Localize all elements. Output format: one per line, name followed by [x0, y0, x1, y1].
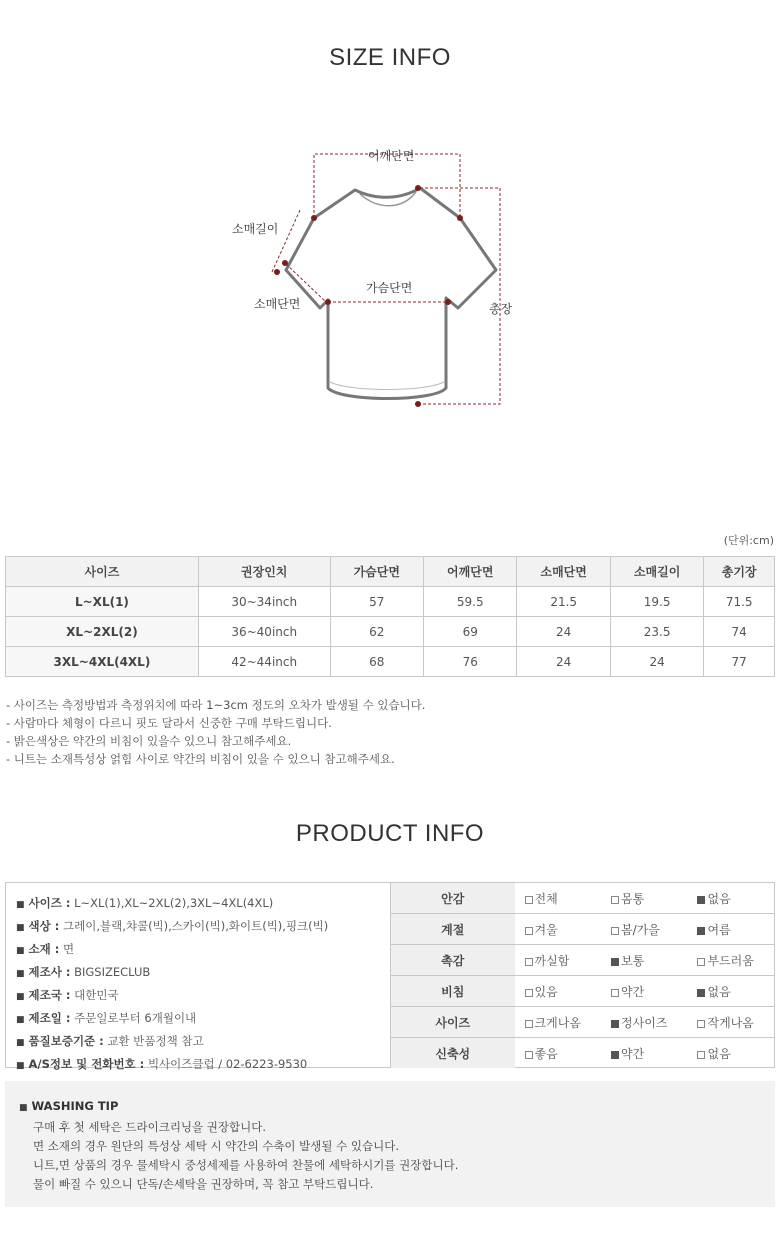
tshirt-measurement-diagram — [200, 130, 580, 430]
unchecked-box-icon — [697, 1020, 705, 1028]
header-cell: 사이즈 — [6, 557, 199, 587]
feel-option-label: 작게나옴 — [707, 1015, 754, 1030]
feel-option-label: 정사이즈 — [621, 1015, 668, 1030]
table-cell: 24 — [610, 647, 703, 677]
unchecked-box-icon — [611, 927, 619, 935]
unchecked-box-icon — [697, 1051, 705, 1059]
measure-point — [311, 215, 317, 221]
feel-option-label: 크게나옴 — [534, 1015, 581, 1030]
table-row — [6, 587, 775, 617]
feel-option — [515, 976, 601, 1007]
shoulder-label: 어깨단면 — [368, 149, 415, 163]
feel-option — [687, 883, 774, 914]
square-bullet-icon: ■ — [16, 900, 25, 910]
header-cell: 권장인치 — [198, 557, 330, 587]
note-line: - 밝은색상은 약간의 비침이 있을수 있으니 참고해주세요. — [6, 734, 292, 748]
spec-row — [16, 1054, 390, 1077]
header-cell: 소매단면 — [517, 557, 610, 587]
unchecked-box-icon — [525, 927, 533, 935]
feel-option-label: 있음 — [534, 984, 558, 999]
feel-option-label: 약간 — [621, 1046, 645, 1061]
spec-row — [16, 916, 390, 939]
header-cell: 어깨단면 — [424, 557, 517, 587]
size-info-title: SIZE INFO — [329, 44, 451, 71]
feel-option — [687, 914, 774, 945]
feel-option — [687, 1038, 774, 1069]
spec-value: 주문일로부터 6개월이내 — [74, 1011, 197, 1025]
table-cell: 74 — [704, 617, 775, 647]
feel-option — [515, 1007, 601, 1038]
checked-box-icon — [611, 1020, 619, 1028]
feel-option-label: 여름 — [707, 922, 731, 937]
measure-point — [415, 185, 421, 191]
header-cell: 가슴단면 — [330, 557, 423, 587]
table-cell: 68 — [330, 647, 423, 677]
square-bullet-icon: ■ — [16, 992, 25, 1002]
size-table — [5, 556, 775, 677]
feel-row — [391, 1038, 774, 1069]
feel-option-label: 약간 — [621, 984, 645, 999]
spec-value: 그레이,블랙,챠콜(빅),스카이(빅),화이트(빅),핑크(빅) — [63, 919, 329, 933]
table-row — [6, 617, 775, 647]
header-cell: 소매길이 — [610, 557, 703, 587]
feel-option — [601, 1007, 687, 1038]
feel-option — [687, 945, 774, 976]
feel-option-label: 좋음 — [534, 1046, 558, 1061]
feel-option — [601, 883, 687, 914]
sleeve-length-label: 소매길이 — [232, 222, 279, 236]
feel-option-label: 봄/가을 — [621, 922, 660, 937]
washing-tip-line: 물이 빠질 수 있으니 단독/손세탁을 권장하며, 꼭 참고 부탁드립니다. — [33, 1177, 374, 1191]
header-cell: 총기장 — [704, 557, 775, 587]
washing-tip-line: 구매 후 첫 세탁은 드라이크리닝을 권장합니다. — [33, 1120, 267, 1134]
washing-tip-line: 니트,면 상품의 경우 물세탁시 중성세제를 사용하여 찬물에 세탁하시기를 권장합니다. — [33, 1158, 459, 1172]
feel-option — [601, 1038, 687, 1069]
feel-option-label: 보통 — [621, 953, 645, 968]
size-table-header-row — [6, 557, 775, 587]
product-specs — [6, 883, 391, 1071]
spec-value: BIGSIZECLUB — [74, 965, 151, 979]
measure-point — [445, 299, 451, 305]
measure-point — [415, 401, 421, 407]
feel-option-label: 부드러움 — [707, 953, 754, 968]
spec-row — [16, 939, 390, 962]
spec-value: 면 — [63, 942, 75, 956]
feel-option-label: 까실함 — [534, 953, 570, 968]
spec-row — [16, 1008, 390, 1031]
checked-box-icon — [611, 1051, 619, 1059]
note-line: - 사람마다 체형이 다르니 핏도 달라서 신중한 구매 부탁드립니다. — [6, 716, 332, 730]
feel-option — [601, 976, 687, 1007]
spec-label: 제조일 : — [28, 1011, 71, 1025]
table-cell: 77 — [704, 647, 775, 677]
table-cell: 69 — [424, 617, 517, 647]
feel-option — [601, 914, 687, 945]
fabric-feel-table — [391, 883, 774, 1068]
table-cell: 59.5 — [424, 587, 517, 617]
feel-option — [601, 945, 687, 976]
unchecked-box-icon — [525, 989, 533, 997]
feel-option-label: 겨울 — [534, 922, 558, 937]
unchecked-box-icon — [525, 958, 533, 966]
checked-box-icon — [611, 958, 619, 966]
spec-row — [16, 962, 390, 985]
spec-label: 소재 : — [28, 942, 60, 956]
feel-label: 신축성 — [391, 1038, 515, 1069]
total-length-label: 총장 — [489, 302, 513, 316]
spec-label: 품질보증기준 : — [28, 1034, 104, 1048]
table-cell: 21.5 — [517, 587, 610, 617]
table-cell: 76 — [424, 647, 517, 677]
checked-box-icon — [697, 927, 705, 935]
washing-tip-line: 면 소재의 경우 원단의 특성상 세탁 시 약간의 수축이 발생될 수 있습니다. — [33, 1139, 400, 1153]
table-cell: 42~44inch — [198, 647, 330, 677]
unchecked-box-icon — [611, 989, 619, 997]
table-cell: 30~34inch — [198, 587, 330, 617]
spec-label: 제조사 : — [28, 965, 71, 979]
feel-label: 안감 — [391, 883, 515, 914]
feel-option — [515, 945, 601, 976]
measure-point — [325, 299, 331, 305]
unit-note: (단위:cm) — [723, 534, 774, 547]
feel-option-label: 전체 — [534, 891, 558, 906]
checked-box-icon — [697, 989, 705, 997]
spec-row — [16, 1031, 390, 1054]
spec-value: L~XL(1),XL~2XL(2),3XL~4XL(4XL) — [74, 896, 274, 910]
square-bullet-icon: ■ — [16, 969, 25, 979]
table-cell: 24 — [517, 617, 610, 647]
square-bullet-icon: ■ — [19, 1103, 28, 1113]
note-line: - 사이즈는 측정방법과 측정위치에 따라 1~3cm 정도의 오차가 발생될 수 있습니다. — [6, 698, 426, 712]
feel-option — [515, 883, 601, 914]
note-line: - 니트는 소재특성상 얽힘 사이로 약간의 비침이 있을 수 있으니 참고해주세요. — [6, 752, 395, 766]
table-cell: 19.5 — [610, 587, 703, 617]
spec-value: 대한민국 — [74, 988, 119, 1002]
sleeve-width-label: 소매단면 — [254, 297, 301, 311]
feel-row — [391, 976, 774, 1007]
size-cell: 3XL~4XL(4XL) — [6, 647, 199, 677]
feel-label: 촉감 — [391, 945, 515, 976]
unchecked-box-icon — [525, 1020, 533, 1028]
table-cell: 24 — [517, 647, 610, 677]
washing-tip-title: WASHING TIP — [31, 1099, 119, 1113]
square-bullet-icon: ■ — [16, 946, 25, 956]
measure-point — [282, 260, 288, 266]
product-info-box — [5, 882, 775, 1071]
size-cell: XL~2XL(2) — [6, 617, 199, 647]
spec-label: 색상 : — [28, 919, 60, 933]
feel-row — [391, 1007, 774, 1038]
square-bullet-icon: ■ — [16, 1015, 25, 1025]
feel-row — [391, 945, 774, 976]
unchecked-box-icon — [697, 958, 705, 966]
feel-option — [687, 1007, 774, 1038]
feel-option-label: 없음 — [707, 891, 731, 906]
unchecked-box-icon — [525, 896, 533, 904]
chest-label: 가슴단면 — [366, 281, 413, 295]
feel-option-label: 없음 — [707, 1046, 731, 1061]
spec-row — [16, 985, 390, 1008]
spec-value: 빅사이즈클럽 / 02-6223-9530 — [147, 1057, 308, 1071]
feel-option — [687, 976, 774, 1007]
size-cell: L~XL(1) — [6, 587, 199, 617]
measure-point — [274, 269, 280, 275]
feel-option — [515, 914, 601, 945]
unchecked-box-icon — [525, 1051, 533, 1059]
feel-label: 계절 — [391, 914, 515, 945]
feel-row — [391, 914, 774, 945]
spec-label: 사이즈 : — [28, 896, 71, 910]
table-cell: 71.5 — [704, 587, 775, 617]
table-cell: 23.5 — [610, 617, 703, 647]
size-notes — [6, 696, 425, 768]
unchecked-box-icon — [611, 896, 619, 904]
table-cell: 36~40inch — [198, 617, 330, 647]
feel-option-label: 없음 — [707, 984, 731, 999]
table-cell: 57 — [330, 587, 423, 617]
washing-tip-box — [5, 1081, 775, 1207]
square-bullet-icon: ■ — [16, 1038, 25, 1048]
feel-label: 비침 — [391, 976, 515, 1007]
feel-label: 사이즈 — [391, 1007, 515, 1038]
spec-row — [16, 893, 390, 916]
checked-box-icon — [697, 896, 705, 904]
feel-option-label: 몸통 — [621, 891, 645, 906]
table-cell: 62 — [330, 617, 423, 647]
spec-value: 교환 반품정책 참고 — [107, 1034, 204, 1048]
spec-label: A/S정보 및 전화번호 : — [28, 1057, 145, 1071]
table-row — [6, 647, 775, 677]
spec-label: 제조국 : — [28, 988, 71, 1002]
product-info-title: PRODUCT INFO — [295, 820, 485, 847]
feel-row — [391, 883, 774, 914]
feel-option — [515, 1038, 601, 1069]
washing-tip-heading — [19, 1097, 775, 1118]
square-bullet-icon: ■ — [16, 1061, 25, 1071]
measure-point — [457, 215, 463, 221]
square-bullet-icon: ■ — [16, 923, 25, 933]
